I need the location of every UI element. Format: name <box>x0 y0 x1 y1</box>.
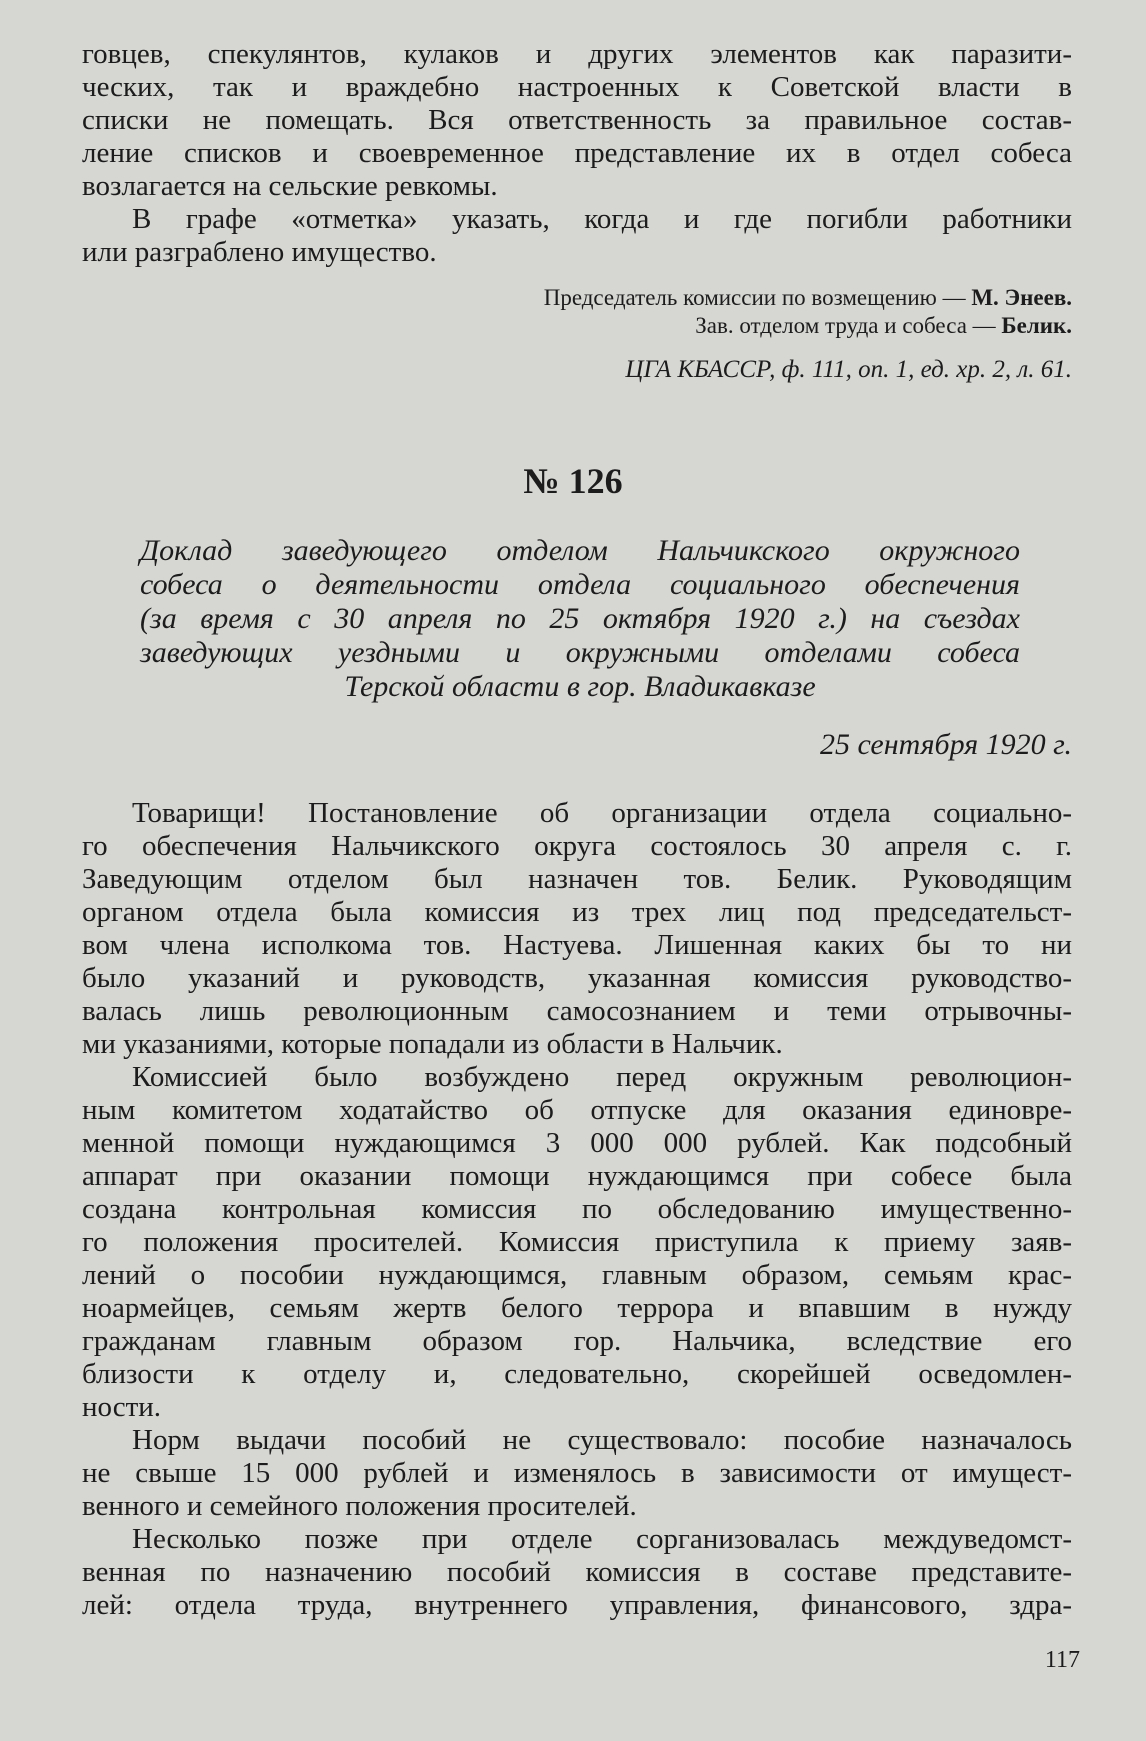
signature-chairman <box>544 283 1072 313</box>
text-line: ности. <box>82 1391 162 1423</box>
text-line: В графе «отметка» указать, когда и где погибли работники <box>132 203 1072 235</box>
text-line: близости к отделу и, следовательно, скорейшей осведомлен- <box>82 1358 1072 1390</box>
text-line: го обеспечения Нальчикского округа состоялось 30 апреля с. г. <box>82 830 1072 862</box>
text-line: возлагается на сельские ревкомы. <box>82 170 498 202</box>
text-line: Товарищи! Постановление об организации отдела социально- <box>132 797 1072 829</box>
text-line: Заведующим отделом был назначен тов. Белик. Руководящим <box>82 863 1072 895</box>
title-line: собеса о деятельности отдела социального обеспечения <box>140 568 1020 601</box>
signature-head <box>695 311 1072 341</box>
note-paragraph <box>82 203 1072 269</box>
text-line: говцев, спекулянтов, кулаков и других элементов как паразити- <box>82 38 1072 70</box>
body-paragraph <box>82 1523 1072 1622</box>
text-line: лений о пособии нуждающимся, главным образом, семьям крас- <box>82 1259 1072 1291</box>
signature-name: М. Энеев. <box>971 285 1072 310</box>
archive-reference: ЦГА КБАССР, ф. 111, оп. 1, ед. хр. 2, л. 61. <box>625 356 1072 383</box>
signature-name: Белик. <box>1001 313 1072 338</box>
text-line: Несколько позже при отделе сорганизовалась междуведомст- <box>132 1523 1072 1555</box>
body-paragraph <box>82 1061 1072 1424</box>
text-line: вом члена исполкома тов. Настуева. Лишенная каких бы то ни <box>82 929 1072 961</box>
text-line: ным комитетом ходатайство об отпуске для оказания единовре- <box>82 1094 1072 1126</box>
text-line: лей: отдела труда, внутреннего управления, финансового, здра- <box>82 1589 1072 1621</box>
text-line: или разграблено имущество. <box>82 236 437 268</box>
text-line: гражданам главным образом гор. Нальчика, вследствие его <box>82 1325 1072 1357</box>
page-number: 117 <box>1044 1647 1080 1673</box>
body-paragraph <box>82 1424 1072 1523</box>
signature-role: Председатель комиссии по возмещению — <box>543 285 966 310</box>
text-line: списки не помещать. Вся ответственность за правильное состав- <box>82 104 1072 136</box>
top-paragraph <box>82 38 1072 269</box>
text-line: ление списков и своевременное представление их в отдел собеса <box>82 137 1072 169</box>
text-line: Норм выдачи пособий не существовало: пособие назначалось <box>132 1424 1072 1456</box>
text-line: венного и семейного положения просителей. <box>82 1490 637 1522</box>
title-line: (за время с 30 апреля по 25 октября 1920 г.) на съездах <box>140 602 1020 635</box>
document-date: 25 сентября 1920 г. <box>819 728 1072 761</box>
text-line: ноармейцев, семьям жертв белого террора и впавшим в нужду <box>82 1292 1072 1324</box>
title-line: Терской области в гор. Владикавказе <box>344 670 816 703</box>
text-line: валась лишь революционным самосознанием и теми отрывочны- <box>82 995 1072 1027</box>
text-line: венная по назначению пособий комиссия в составе представите- <box>82 1556 1072 1588</box>
text-line: Комиссией было возбуждено перед окружным революцион- <box>132 1061 1072 1093</box>
text-line: ческих, так и враждебно настроенных к Советской власти в <box>82 71 1072 103</box>
document-title <box>140 534 1020 704</box>
text-line: аппарат при оказании помощи нуждающимся при собесе была <box>82 1160 1072 1192</box>
document-body <box>82 797 1072 1622</box>
text-line: было указаний и руководств, указанная комиссия руководство- <box>82 962 1072 994</box>
text-line: ми указаниями, которые попадали из области в Нальчик. <box>82 1028 783 1060</box>
text-line: го положения просителей. Комиссия приступила к приему заяв- <box>82 1226 1072 1258</box>
document-number: № 126 <box>523 461 623 501</box>
text-line: создана контрольная комиссия по обследованию имущественно- <box>82 1193 1072 1225</box>
text-line: не свыше 15 000 рублей и изменялось в зависимости от имущест- <box>82 1457 1072 1489</box>
signature-role: Зав. отделом труда и собеса — <box>695 313 996 338</box>
title-line: Доклад заведующего отделом Нальчикского окружного <box>140 534 1020 567</box>
text-line: менной помощи нуждающимся 3 000 000 рублей. Как подсобный <box>82 1127 1072 1159</box>
title-line: заведующих уездными и окружными отделами собеса <box>140 636 1020 669</box>
text-line: органом отдела была комиссия из трех лиц под председательст- <box>82 896 1072 928</box>
body-paragraph <box>82 797 1072 1061</box>
